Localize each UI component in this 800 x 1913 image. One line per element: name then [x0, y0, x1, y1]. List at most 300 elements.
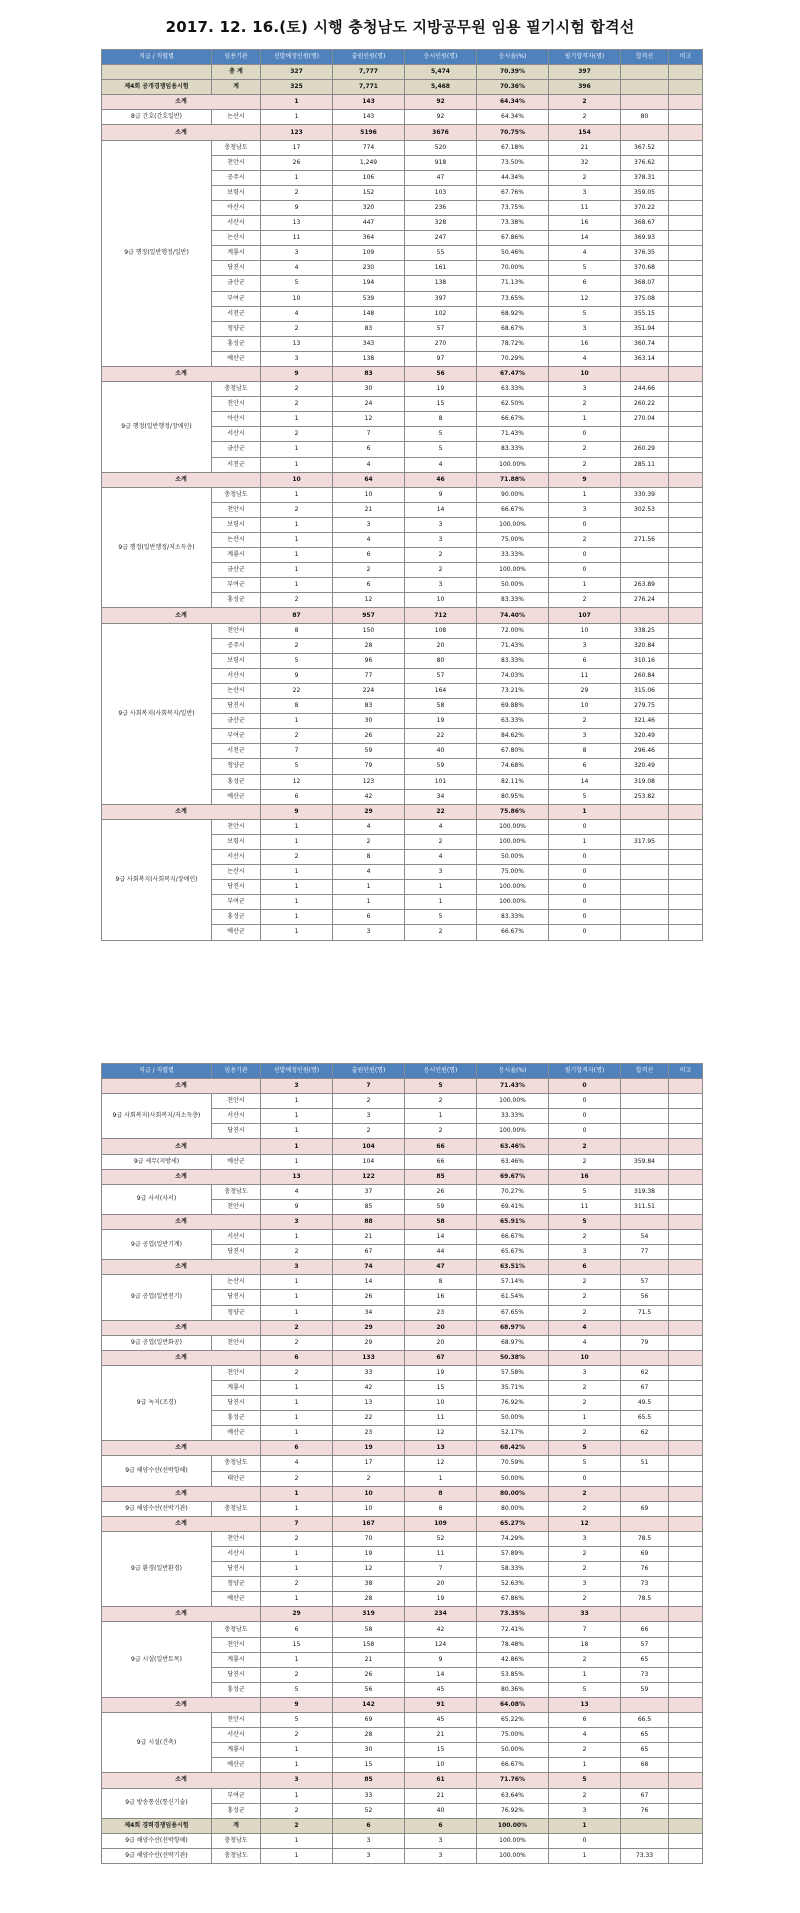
table-cell: 서산시: [212, 1547, 261, 1562]
table-cell: 9: [261, 1697, 333, 1712]
table-cell: [669, 412, 703, 427]
table-cell: 2: [261, 1320, 333, 1335]
table-cell: 22: [405, 729, 477, 744]
table-row: [102, 1094, 703, 1109]
table-cell: 천안시: [212, 155, 261, 170]
table-cell: 1: [261, 1139, 333, 1154]
table-cell: 57.14%: [477, 1275, 549, 1290]
table-cell: 5: [549, 789, 621, 804]
table-cell: [669, 593, 703, 608]
table-cell: 1: [549, 1411, 621, 1426]
table-cell: [669, 1245, 703, 1260]
table-cell: 148: [333, 306, 405, 321]
table-cell: 319.38: [621, 1184, 669, 1199]
table-cell: 0: [549, 1833, 621, 1848]
table-cell: 2: [333, 1124, 405, 1139]
table-cell: [669, 1728, 703, 1743]
table-cell: 104: [333, 1139, 405, 1154]
table-cell: [669, 1456, 703, 1471]
table-cell: 1: [549, 834, 621, 849]
table-cell: 8: [261, 699, 333, 714]
table-cell: 19: [405, 1365, 477, 1380]
table-cell: 12: [333, 593, 405, 608]
table-cell: 97: [405, 351, 477, 366]
table-cell: 5: [549, 306, 621, 321]
table-cell: 소계: [102, 1214, 261, 1229]
table-cell: 10: [405, 1758, 477, 1773]
table-cell: [669, 714, 703, 729]
subtotal-row: [102, 1320, 703, 1335]
table-cell: 2: [549, 1743, 621, 1758]
table-cell: 75.00%: [477, 533, 549, 548]
table-cell: [621, 563, 669, 578]
table-cell: 68.97%: [477, 1335, 549, 1350]
table-cell: [669, 261, 703, 276]
table-cell: 8: [405, 412, 477, 427]
table-cell: 22: [261, 683, 333, 698]
table-cell: 14: [549, 231, 621, 246]
table-cell: 6: [261, 1350, 333, 1365]
table-cell: 2: [549, 1652, 621, 1667]
table-cell: 5: [261, 1682, 333, 1697]
table-cell: 22: [333, 1411, 405, 1426]
table-cell: 42.86%: [477, 1652, 549, 1667]
table-cell: 359.05: [621, 185, 669, 200]
table-cell: 계룡시: [212, 1652, 261, 1667]
table-cell: 37: [333, 1184, 405, 1199]
table-cell: 3: [261, 351, 333, 366]
table-cell: 260.84: [621, 668, 669, 683]
table-cell: 9: [261, 804, 333, 819]
table-cell: 5: [549, 1184, 621, 1199]
table-cell: 0: [549, 517, 621, 532]
table-cell: 2: [549, 457, 621, 472]
table-cell: [669, 1516, 703, 1531]
table-cell: [669, 1320, 703, 1335]
table-cell: [669, 759, 703, 774]
table-cell: 1: [261, 1833, 333, 1848]
table-cell: 100.00%: [477, 517, 549, 532]
table-cell: [621, 1818, 669, 1833]
table-cell: 17: [333, 1456, 405, 1471]
table-cell: 1: [549, 412, 621, 427]
table-cell: 9급 사회복지(사회복지/일반): [102, 623, 212, 804]
table-cell: 28: [333, 1592, 405, 1607]
table-cell: 2: [549, 1290, 621, 1305]
table-cell: 260.29: [621, 442, 669, 457]
table-cell: 370.22: [621, 200, 669, 215]
table-cell: 금산군: [212, 714, 261, 729]
table-cell: 66: [405, 1139, 477, 1154]
table-cell: 서산시: [212, 1230, 261, 1245]
table-cell: 16: [405, 1290, 477, 1305]
table-cell: 8: [549, 744, 621, 759]
table-cell: 68: [621, 1758, 669, 1773]
table-cell: 3: [261, 1079, 333, 1094]
table-cell: 당진시: [212, 261, 261, 276]
table-cell: 충청남도: [212, 1848, 261, 1863]
table-cell: 143: [333, 95, 405, 110]
table-cell: 2: [549, 1486, 621, 1501]
table-cell: 83: [333, 321, 405, 336]
table-cell: 3676: [405, 125, 477, 140]
subtotal-row: [102, 1607, 703, 1622]
table-cell: 194: [333, 276, 405, 291]
table-cell: 67: [333, 1245, 405, 1260]
table-cell: 2: [261, 1577, 333, 1592]
table-cell: 44.34%: [477, 170, 549, 185]
table-cell: 78.48%: [477, 1637, 549, 1652]
table-cell: 38: [333, 1577, 405, 1592]
table-cell: 1: [261, 1094, 333, 1109]
table-cell: 30: [333, 714, 405, 729]
table-cell: 0: [549, 548, 621, 563]
table-cell: 80: [405, 653, 477, 668]
table-cell: 1: [261, 1154, 333, 1169]
table-cell: 83.33%: [477, 910, 549, 925]
table-cell: 1: [333, 880, 405, 895]
table-cell: 천안시: [212, 502, 261, 517]
table-cell: 124: [405, 1637, 477, 1652]
table-cell: 161: [405, 261, 477, 276]
table-cell: 138: [333, 351, 405, 366]
table-cell: 2: [405, 925, 477, 940]
table-cell: 2: [549, 1788, 621, 1803]
table-cell: 317.95: [621, 834, 669, 849]
table-cell: 76: [621, 1803, 669, 1818]
table-cell: 52.17%: [477, 1426, 549, 1441]
table-cell: [669, 789, 703, 804]
table-cell: [669, 1697, 703, 1712]
table-cell: 부여군: [212, 1788, 261, 1803]
table-cell: [669, 895, 703, 910]
table-cell: 143: [333, 110, 405, 125]
table-cell: 1: [261, 1411, 333, 1426]
table-cell: 6: [261, 1622, 333, 1637]
table-cell: 12: [405, 1426, 477, 1441]
table-cell: 26: [333, 1290, 405, 1305]
table-cell: 76.92%: [477, 1396, 549, 1411]
table-cell: 80.00%: [477, 1501, 549, 1516]
table-cell: 14: [405, 502, 477, 517]
table-cell: 9: [261, 366, 333, 381]
table-cell: 당진시: [212, 1290, 261, 1305]
table-cell: 63.33%: [477, 382, 549, 397]
table-cell: 712: [405, 608, 477, 623]
table-cell: 70.00%: [477, 261, 549, 276]
table-cell: 360.74: [621, 336, 669, 351]
table-cell: 65: [621, 1743, 669, 1758]
table-cell: 102: [405, 306, 477, 321]
table-cell: 78.72%: [477, 336, 549, 351]
table-cell: 2: [549, 1562, 621, 1577]
table-cell: 20: [405, 1335, 477, 1350]
table-cell: 40: [405, 1803, 477, 1818]
table-cell: 8: [333, 849, 405, 864]
table-cell: 100.00%: [477, 1094, 549, 1109]
table-cell: 소계: [102, 1441, 261, 1456]
table-cell: 5: [261, 276, 333, 291]
table-row: [102, 382, 703, 397]
table-cell: 376.35: [621, 246, 669, 261]
table-cell: 45: [405, 1713, 477, 1728]
table-cell: 6: [549, 653, 621, 668]
table-cell: 2: [261, 185, 333, 200]
table-cell: 0: [549, 925, 621, 940]
table-cell: 소계: [102, 1607, 261, 1622]
table-cell: 5: [405, 910, 477, 925]
table-cell: 1: [261, 1275, 333, 1290]
table-cell: [669, 382, 703, 397]
table-cell: [669, 638, 703, 653]
table-cell: 270: [405, 336, 477, 351]
table-cell: 9급 공업(일반기계): [102, 1230, 212, 1260]
table-cell: 85: [333, 1773, 405, 1788]
table-cell: 1: [261, 442, 333, 457]
table-cell: [669, 1335, 703, 1350]
table-cell: 3: [405, 578, 477, 593]
table-cell: 충청남도: [212, 140, 261, 155]
table-cell: 3: [333, 517, 405, 532]
table-cell: 부여군: [212, 578, 261, 593]
table-cell: 10: [549, 699, 621, 714]
table-row: [102, 1230, 703, 1245]
table-cell: 청양군: [212, 759, 261, 774]
table-cell: [621, 1350, 669, 1365]
table-cell: 92: [405, 95, 477, 110]
table-cell: 57.58%: [477, 1365, 549, 1380]
table-cell: 50.00%: [477, 578, 549, 593]
table-cell: 9: [261, 200, 333, 215]
table-cell: 소계: [102, 1773, 261, 1788]
table-cell: 302.53: [621, 502, 669, 517]
table-cell: 11: [405, 1547, 477, 1562]
table-cell: 금산군: [212, 442, 261, 457]
table-cell: 19: [405, 1592, 477, 1607]
table-cell: 63.46%: [477, 1154, 549, 1169]
table-cell: 예산군: [212, 1154, 261, 1169]
table-cell: [669, 1713, 703, 1728]
table-cell: 1: [549, 1758, 621, 1773]
table-cell: 270.04: [621, 412, 669, 427]
table-cell: [621, 925, 669, 940]
table-cell: 320.84: [621, 638, 669, 653]
table-cell: 부여군: [212, 291, 261, 306]
table-cell: [669, 1275, 703, 1290]
table-cell: 106: [333, 170, 405, 185]
table-cell: 71.43%: [477, 1079, 549, 1094]
table-cell: 62: [621, 1426, 669, 1441]
table-cell: 3: [405, 1833, 477, 1848]
table-cell: 보령시: [212, 653, 261, 668]
table-cell: 소계: [102, 472, 261, 487]
table-cell: 9급 공업(일반전기): [102, 1275, 212, 1320]
table-cell: 69: [621, 1547, 669, 1562]
table-cell: 72.41%: [477, 1622, 549, 1637]
table-cell: [621, 895, 669, 910]
table-cell: 9급 해양수산(선박기관): [102, 1501, 212, 1516]
table-cell: 224: [333, 683, 405, 698]
table-cell: 285.11: [621, 457, 669, 472]
table-cell: 1: [261, 1848, 333, 1863]
table-cell: [669, 563, 703, 578]
table-cell: 태안군: [212, 1471, 261, 1486]
table-cell: 73.33: [621, 1848, 669, 1863]
table-cell: 21: [333, 502, 405, 517]
table-cell: 금산군: [212, 276, 261, 291]
table-cell: 예산군: [212, 789, 261, 804]
table-cell: 3: [549, 1531, 621, 1546]
table-cell: [621, 1516, 669, 1531]
table-cell: 100.00%: [477, 1848, 549, 1863]
table-cell: [669, 1531, 703, 1546]
header-rate: 응시율(%): [477, 50, 549, 65]
table-cell: 70.29%: [477, 351, 549, 366]
table-cell: 109: [405, 1516, 477, 1531]
table-cell: [669, 1109, 703, 1124]
table-cell: [621, 1094, 669, 1109]
table-cell: 제4회 경력경쟁임용시험: [102, 1818, 212, 1833]
table-cell: 1: [261, 865, 333, 880]
table-cell: 소계: [102, 1486, 261, 1501]
table-cell: 61: [405, 1773, 477, 1788]
table-cell: 1: [261, 1562, 333, 1577]
table-cell: [669, 623, 703, 638]
table-cell: [669, 1682, 703, 1697]
table-cell: 343: [333, 336, 405, 351]
table-cell: 296.46: [621, 744, 669, 759]
table-cell: [669, 1365, 703, 1380]
table-cell: [669, 1169, 703, 1184]
header-planned: 선발예정인원(명): [261, 1064, 333, 1079]
table-cell: 11: [261, 231, 333, 246]
subtotal-row: [102, 95, 703, 110]
table-cell: 4: [405, 457, 477, 472]
table-cell: 소계: [102, 125, 261, 140]
table-cell: 1: [405, 1471, 477, 1486]
table-cell: 예산군: [212, 1758, 261, 1773]
table-cell: 1: [261, 1305, 333, 1320]
table-cell: 2: [405, 1124, 477, 1139]
table-cell: 4: [333, 819, 405, 834]
table-cell: 1: [405, 895, 477, 910]
table-cell: [621, 1773, 669, 1788]
table-cell: 3: [549, 729, 621, 744]
table-cell: 330.39: [621, 487, 669, 502]
table-cell: 6: [549, 1713, 621, 1728]
table-cell: 320.49: [621, 729, 669, 744]
table-cell: 8: [261, 623, 333, 638]
table-cell: 263.89: [621, 578, 669, 593]
table-row: [102, 1184, 703, 1199]
table-cell: [669, 1396, 703, 1411]
table-cell: 79: [621, 1335, 669, 1350]
table-cell: 70.75%: [477, 125, 549, 140]
table-cell: 1: [261, 1592, 333, 1607]
table-cell: [669, 1139, 703, 1154]
table-cell: 제4회 공개경쟁임용시험: [102, 80, 212, 95]
table-cell: 2: [261, 1245, 333, 1260]
table-cell: 0: [549, 1124, 621, 1139]
table-cell: [669, 95, 703, 110]
table-cell: 84.62%: [477, 729, 549, 744]
table-cell: 0: [549, 880, 621, 895]
table-cell: 청양군: [212, 1577, 261, 1592]
table-cell: 3: [405, 865, 477, 880]
table-cell: [669, 1788, 703, 1803]
table-cell: 320: [333, 200, 405, 215]
table-cell: 28: [333, 638, 405, 653]
table-cell: 충청남도: [212, 1833, 261, 1848]
table-cell: 77: [333, 668, 405, 683]
table-cell: 1: [261, 880, 333, 895]
subtotal-row: [102, 1350, 703, 1365]
table-cell: 0: [549, 1109, 621, 1124]
table-cell: 78.5: [621, 1531, 669, 1546]
table-cell: [669, 1667, 703, 1682]
table-cell: 9급 사회복지(사회복지/장애인): [102, 819, 212, 940]
table-cell: 4: [549, 1335, 621, 1350]
table-cell: 당진시: [212, 1667, 261, 1682]
table-cell: 2: [549, 1592, 621, 1607]
table-cell: 1: [261, 517, 333, 532]
table-cell: 26: [333, 729, 405, 744]
table-cell: [621, 880, 669, 895]
table-cell: 328: [405, 216, 477, 231]
table-cell: 소계: [102, 1697, 261, 1712]
table-cell: 1: [549, 1848, 621, 1863]
table-cell: 276.24: [621, 593, 669, 608]
table-cell: 2: [549, 593, 621, 608]
table-cell: 4: [261, 261, 333, 276]
table-cell: 5,468: [405, 80, 477, 95]
total-row: [102, 1818, 703, 1833]
table-cell: 1: [261, 1230, 333, 1245]
table-cell: 6: [549, 276, 621, 291]
header-cutoff: 합격선: [621, 50, 669, 65]
table-cell: 100.00%: [477, 1833, 549, 1848]
table-cell: 2: [261, 593, 333, 608]
table-cell: 당진시: [212, 880, 261, 895]
table-cell: [669, 1124, 703, 1139]
table-cell: 67.86%: [477, 1592, 549, 1607]
table-cell: 천안시: [212, 1531, 261, 1546]
table-cell: [669, 1592, 703, 1607]
table-cell: 2: [549, 1426, 621, 1441]
table-cell: 3: [333, 1833, 405, 1848]
table-cell: [669, 125, 703, 140]
header-planned: 선발예정인원(명): [261, 50, 333, 65]
table-cell: 10: [405, 593, 477, 608]
table-cell: 1: [261, 1743, 333, 1758]
table-cell: [621, 1124, 669, 1139]
table-cell: 64.08%: [477, 1697, 549, 1712]
table-cell: 24: [333, 397, 405, 412]
table-cell: 520: [405, 140, 477, 155]
table-cell: 서산시: [212, 849, 261, 864]
table-cell: 369.93: [621, 231, 669, 246]
table-cell: 1: [405, 1109, 477, 1124]
table-cell: [669, 1079, 703, 1094]
table-cell: 315.06: [621, 683, 669, 698]
table-cell: 26: [405, 1184, 477, 1199]
table-cell: 68.42%: [477, 1441, 549, 1456]
table-cell: 천안시: [212, 1199, 261, 1214]
table-cell: 363.14: [621, 351, 669, 366]
table-cell: 3: [549, 502, 621, 517]
table-cell: 1: [261, 1758, 333, 1773]
table-cell: 논산시: [212, 1275, 261, 1290]
